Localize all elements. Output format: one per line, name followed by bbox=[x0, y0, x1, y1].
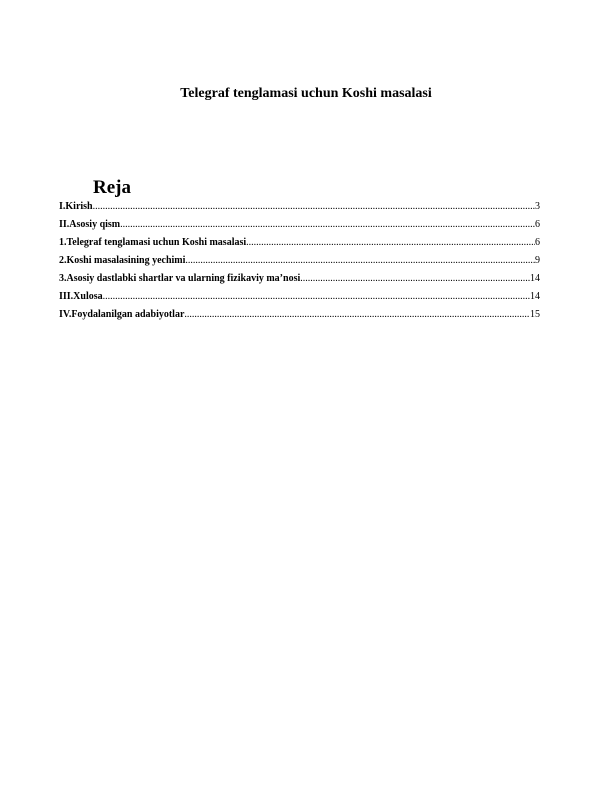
toc-entry-xulosa bbox=[59, 288, 540, 306]
toc-heading: Reja bbox=[93, 177, 131, 198]
toc-dot-leader bbox=[120, 216, 535, 234]
toc-entry-koshi-yechimi bbox=[59, 252, 540, 270]
toc-entry-adabiyotlar bbox=[59, 306, 540, 324]
toc-dot-leader bbox=[185, 252, 535, 270]
toc-entry-dastlabki-shartlar bbox=[59, 270, 540, 288]
toc-entry-label: 3.Asosiy dastlabki shartlar va ularning fizikaviy ma’nosi bbox=[59, 273, 301, 284]
toc-entry-kirish bbox=[59, 198, 540, 216]
toc-dot-leader bbox=[246, 234, 535, 252]
toc-dot-leader bbox=[300, 270, 530, 288]
toc-dot-leader bbox=[93, 198, 535, 216]
toc-entry-page: 6 bbox=[535, 219, 540, 230]
toc-entry-label: IV.Foydalanilgan adabiyotlar bbox=[59, 309, 185, 320]
toc-entry-page: 6 bbox=[535, 237, 540, 248]
toc-entry-asosiy-qism bbox=[59, 216, 540, 234]
table-of-contents bbox=[59, 198, 540, 324]
toc-entry-page: 14 bbox=[530, 291, 540, 302]
toc-entry-telegraf-koshi bbox=[59, 234, 540, 252]
toc-entry-page: 15 bbox=[530, 309, 540, 320]
toc-entry-page: 9 bbox=[535, 255, 540, 266]
toc-dot-leader bbox=[103, 288, 530, 306]
toc-entry-label: 1.Telegraf tenglamasi uchun Koshi masalasi bbox=[59, 237, 247, 248]
toc-entry-label: II.Asosiy qism bbox=[59, 219, 121, 230]
toc-entry-label: I.Kirish bbox=[59, 201, 93, 212]
toc-entry-page: 14 bbox=[530, 273, 540, 284]
toc-dot-leader bbox=[184, 306, 530, 324]
document-title: Telegraf tenglamasi uchun Koshi masalasi bbox=[180, 86, 432, 101]
toc-entry-page: 3 bbox=[535, 201, 540, 212]
toc-entry-label: III.Xulosa bbox=[59, 291, 103, 302]
toc-entry-label: 2.Koshi masalasining yechimi bbox=[59, 255, 186, 266]
